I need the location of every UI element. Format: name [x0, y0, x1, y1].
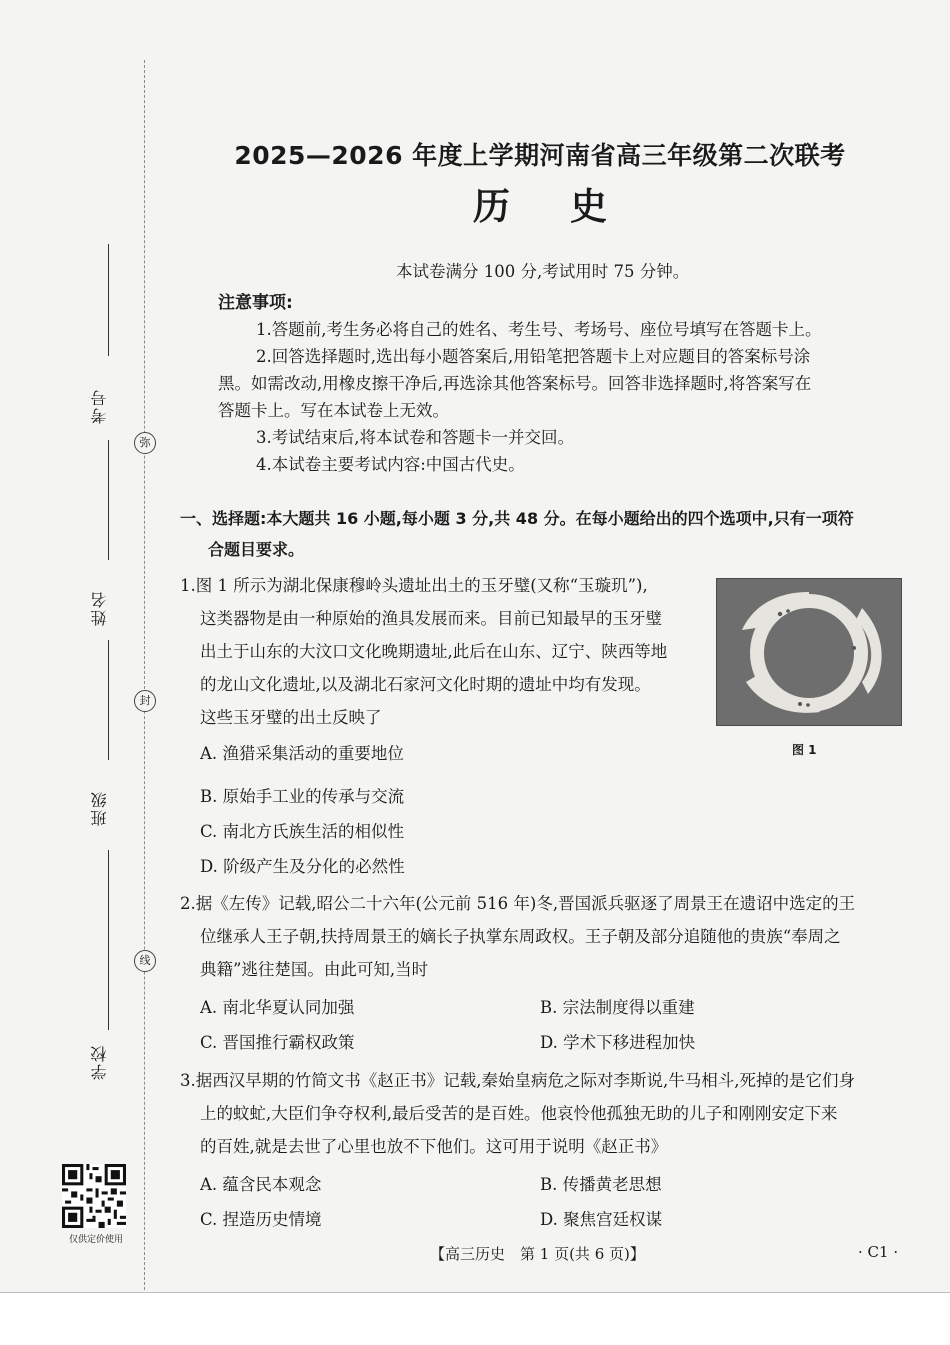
notice-line: 1.答题前,考生务必将自己的姓名、考生号、考场号、座位号填写在答题卡上。: [256, 320, 822, 339]
notice-line: 2.回答选择题时,选出每小题答案后,用铅笔把答题卡上对应题目的答案标号涂: [256, 347, 811, 366]
paper-code: · C1 ·: [858, 1243, 899, 1261]
option-d: D. 学术下移进程加快: [540, 1033, 696, 1052]
question-stem-line: 2.据《左传》记载,昭公二十六年(公元前 516 年)冬,晋国派兵驱逐了周景王在遗诏中选定的王: [180, 894, 856, 913]
notice-line: 3.考试结束后,将本试卷和答题卡一并交回。: [256, 428, 574, 447]
binding-dashed-line: [144, 60, 145, 1290]
option-a: A. 渔猎采集活动的重要地位: [200, 744, 404, 763]
option-b: B. 原始手工业的传承与交流: [200, 787, 405, 806]
exam-no-label: 考号: [90, 388, 109, 424]
question-stem-line: 1.图 1 所示为湖北保康穆岭头遗址出土的玉牙璧(又称“玉璇玑”),: [180, 576, 648, 595]
jade-disc-photo: [716, 578, 902, 726]
option-c: C. 南北方氏族生活的相似性: [200, 822, 405, 841]
question-stem-line: 的百姓,就是去世了心里也放不下他们。这可用于说明《赵正书》: [200, 1137, 668, 1156]
notice-heading: 注意事项:: [218, 293, 293, 313]
notice-line: 黑。如需改动,用橡皮擦干净后,再选涂其他答案标号。回答非选择题时,将答案写在: [218, 374, 812, 393]
notice-line: 答题卡上。写在本试卷上无效。: [218, 401, 449, 420]
exam-no-blank-line: [108, 244, 109, 356]
option-a: A. 蕴含民本观念: [200, 1175, 322, 1194]
option-b: B. 传播黄老思想: [540, 1175, 662, 1194]
blank-margin: [0, 1293, 950, 1345]
qr-code-icon: [62, 1164, 126, 1228]
section-heading: 一、选择题:本大题共 16 小题,每小题 3 分,共 48 分。在每小题给出的四个选项中,只有一项符: [180, 509, 854, 528]
score-note: 本试卷满分 100 分,考试用时 75 分钟。: [396, 262, 690, 281]
class-blank-line: [108, 640, 109, 760]
seal-mark: 线: [134, 950, 156, 972]
question-stem-line: 位继承人王子朝,扶持周景王的嫡长子执掌东周政权。王子朝及部分追随他的贵族“奉周之: [200, 927, 841, 946]
notice-line: 4.本试卷主要考试内容:中国古代史。: [256, 455, 525, 474]
question-stem-line: 上的蚊虻,大臣们争夺权利,最后受苦的是百姓。他哀怜他孤独无助的儿子和刚刚安定下来: [200, 1104, 838, 1123]
option-b: B. 宗法制度得以重建: [540, 998, 695, 1017]
school-label: 学校: [90, 1044, 109, 1080]
option-c: C. 捏造历史情境: [200, 1210, 322, 1229]
section-heading-cont: 合题目要求。: [208, 540, 305, 559]
class-label: 班级: [90, 790, 109, 826]
school-blank-line: [108, 850, 109, 1030]
seal-mark: 弥: [134, 432, 156, 454]
question-stem-line: 出土于山东的大汶口文化晚期遗址,此后在山东、辽宁、陕西等地: [200, 642, 668, 661]
subject-title: 历史: [473, 185, 667, 228]
question-stem-line: 这类器物是由一种原始的渔具发展而来。目前已知最早的玉牙璧: [200, 609, 662, 628]
question-stem-line: 这些玉牙璧的出土反映了: [200, 708, 382, 727]
question-stem-line: 3.据西汉早期的竹简文书《赵正书》记载,秦始皇病危之际对李斯说,牛马相斗,死掉的是它们身: [180, 1071, 855, 1090]
figure-caption: 图 1: [792, 743, 817, 757]
name-label: 姓名: [90, 590, 109, 626]
page-footer: 【高三历史 第 1 页(共 6 页)】: [430, 1245, 645, 1263]
option-a: A. 南北华夏认同加强: [200, 998, 355, 1017]
question-stem-line: 的龙山文化遗址,以及湖北石家河文化时期的遗址中均有发现。: [200, 675, 651, 694]
option-d: D. 聚焦宫廷权谋: [540, 1210, 663, 1229]
seal-mark: 封: [134, 690, 156, 712]
qr-caption: 仅供定价使用: [68, 1235, 123, 1245]
question-stem-line: 典籍”逃往楚国。由此可知,当时: [200, 960, 429, 979]
option-c: C. 晋国推行霸权政策: [200, 1033, 355, 1052]
name-blank-line: [108, 440, 109, 560]
option-d: D. 阶级产生及分化的必然性: [200, 857, 405, 876]
exam-title: 2025—2026 年度上学期河南省高三年级第二次联考: [234, 141, 846, 170]
